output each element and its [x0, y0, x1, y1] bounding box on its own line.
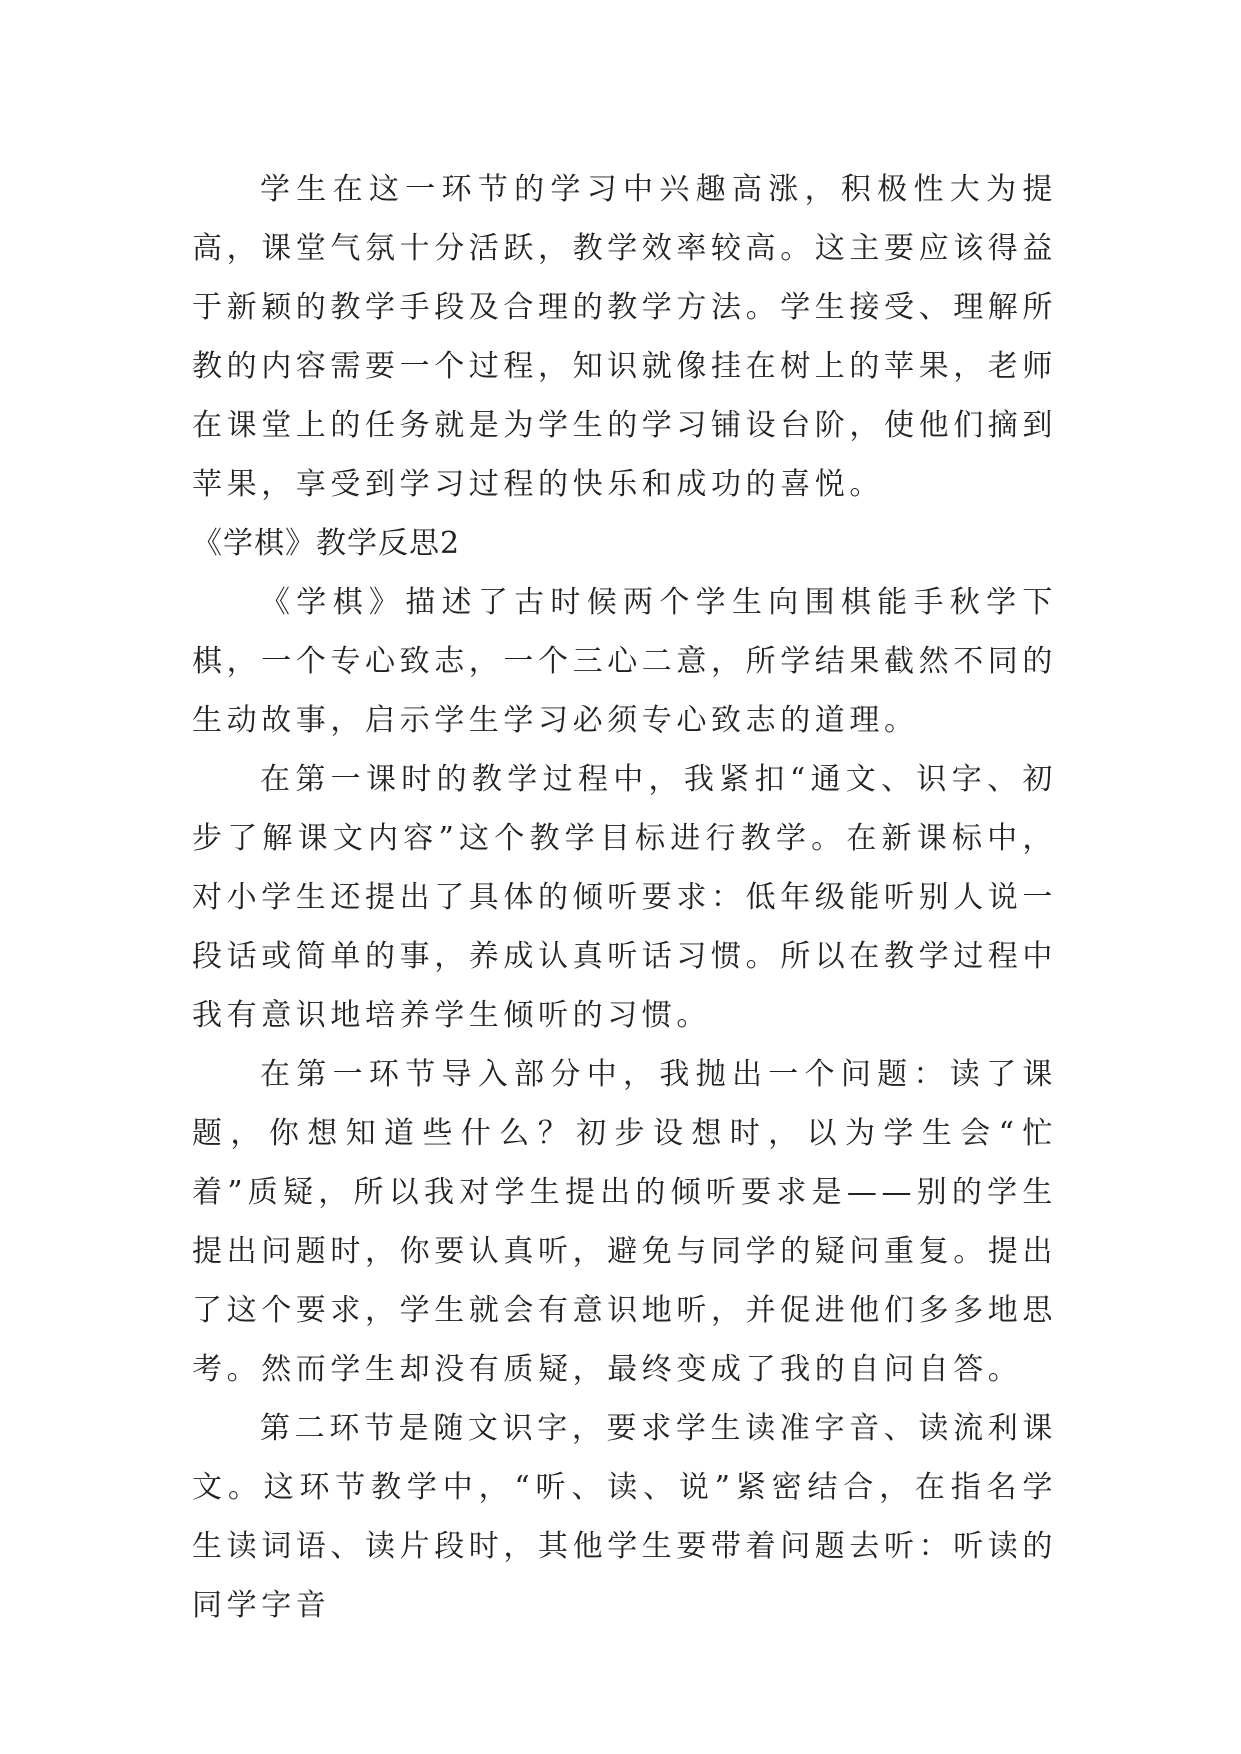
paragraph-2: 《学棋》描述了古时候两个学生向围棋能手秋学下棋，一个专心致志，一个三心二意，所学结果截然不同的生动故事，启示学生学习必须专心致志的道理。 — [192, 585, 1057, 738]
paragraph-1: 学生在这一环节的学习中兴趣高涨，积极性大为提高，课堂气氛十分活跃，教学效率较高。这主要应该得益于新颖的教学手段及合理的教学方法。学生接受、理解所教的内容需要一个过程，知识就像挂在树上的苹果，老师在课堂上的任务就是为学生的学习铺设台阶，使他们摘到苹果，享受到学习过程的快乐和成功的喜悦。 — [192, 172, 1057, 502]
paragraph-4: 在第一环节导入部分中，我抛出一个问题：读了课题，你想知道些什么？初步设想时，以为学生会“忙着”质疑，所以我对学生提出的倾听要求是——别的学生提出问题时，你要认真听，避免与同学的疑问重复。提出了这个要求，学生就会有意识地听，并促进他们多多地思考。然而学生却没有质疑，最终变成了我的自问自答。 — [192, 1057, 1057, 1387]
section-heading: 《学棋》教学反思2 — [192, 526, 461, 561]
paragraph-5: 第二环节是随文识字，要求学生读准字音、读流利课文。这环节教学中，“听、读、说”紧密结合，在指名学生读词语、读片段时，其他学生要带着问题去听：听读的同学字音 — [192, 1411, 1057, 1623]
paragraph-3: 在第一课时的教学过程中，我紧扣“通文、识字、初步了解课文内容”这个教学目标进行教学。在新课标中，对小学生还提出了具体的倾听要求：低年级能听别人说一段话或简单的事，养成认真听话习惯。所以在教学过程中我有意识地培养学生倾听的习惯。 — [192, 762, 1057, 1033]
document-body — [192, 160, 1057, 1635]
